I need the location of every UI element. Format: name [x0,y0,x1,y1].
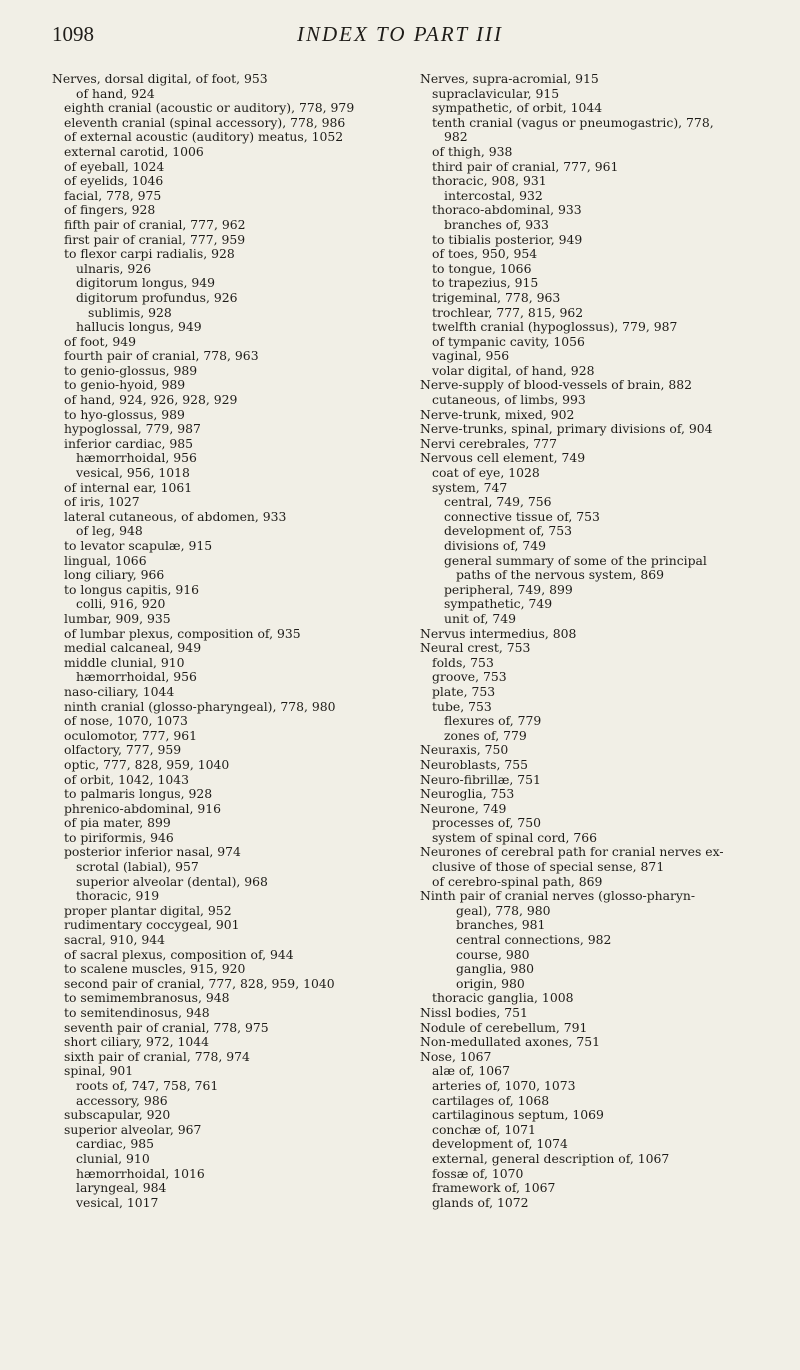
index-entry: supraclavicular, 915 [432,85,560,101]
index-entry: to flexor carpi radialis, 928 [64,246,235,262]
index-entry: peripheral, 749, 899 [444,581,573,597]
index-entry: plate, 753 [432,683,496,699]
index-entry: tenth cranial (vagus or pneumogastric), 778, [432,114,714,130]
index-entry: alæ of, 1067 [432,1063,510,1079]
index-entry: Neurones of cerebral path for cranial nerves ex- [420,844,724,860]
index-entry: eleventh cranial (spinal accessory), 778, 986 [64,114,346,130]
index-entry: of foot, 949 [64,333,136,349]
index-entry: hæmorrhoidal, 956 [76,450,197,466]
index-entry: arteries of, 1070, 1073 [432,1077,576,1093]
index-entry: ninth cranial (glosso-pharyngeal), 778, 980 [64,698,336,714]
index-entry: of iris, 1027 [64,494,140,510]
index-entry: olfactory, 777, 959 [64,742,182,758]
index-entry: of hand, 924 [76,85,155,101]
index-entry: processes of, 750 [432,815,542,831]
index-entry: hypoglossal, 779, 987 [64,421,201,437]
index-entry: third pair of cranial, 777, 961 [432,158,619,174]
index-entry: eighth cranial (acoustic or auditory), 778, 979 [64,100,355,116]
index-entry: accessory, 986 [76,1092,168,1108]
index-entry: of pia mater, 899 [64,815,171,831]
index-entry: scrotal (labial), 957 [76,859,199,875]
index-entry: unit of, 749 [444,610,516,626]
index-entry: Nodule of cerebellum, 791 [420,1019,588,1035]
index-entry: to semitendinosus, 948 [64,1005,210,1020]
index-entry: Neural crest, 753 [420,640,531,656]
index-entry: of fingers, 928 [64,202,156,218]
index-entry: medial calcaneal, 949 [64,640,202,656]
index-entry: Nerve-trunks, spinal, primary divisions of, 904 [420,421,713,437]
index-entry: trigeminal, 778, 963 [432,289,561,305]
index-entry: long ciliary, 966 [64,567,165,583]
index-entry: Nervi cerebrales, 777 [420,435,557,451]
index-entry: sixth pair of cranial, 778, 974 [64,1048,250,1064]
index-entry: of internal ear, 1061 [64,479,193,495]
index-column-right [420,72,775,1210]
index-entry: roots of, 747, 758, 761 [76,1077,219,1093]
index-entry: of orbit, 1042, 1043 [64,771,190,787]
index-entry: of cerebro-spinal path, 869 [432,873,603,889]
index-entry: conchæ of, 1071 [432,1121,536,1137]
index-entry: fossæ of, 1070 [432,1165,524,1181]
index-entry: short ciliary, 972, 1044 [64,1034,210,1050]
index-entry: Neuroglia, 753 [420,786,515,802]
index-entry: divisions of, 749 [444,538,547,553]
index-entry: of eyeball, 1024 [64,158,165,174]
index-entry: of toes, 950, 954 [432,246,538,262]
index-entry: system of spinal cord, 766 [432,829,598,845]
index-entry: Nervus intermedius, 808 [420,625,577,641]
index-entry: Neurone, 749 [420,800,507,816]
index-entry: clunial, 910 [76,1150,150,1166]
index-entry: vesical, 1017 [76,1194,159,1210]
index-entry: superior alveolar, 967 [64,1121,202,1137]
index-entry: Neuro-fibrillæ, 751 [420,771,541,787]
index-entry: thoracic ganglia, 1008 [432,990,574,1006]
index-entry: second pair of cranial, 777, 828, 959, 1040 [64,975,335,991]
index-entry: to tibialis posterior, 949 [432,231,583,247]
index-entry: Ninth pair of cranial nerves (glosso-pharyn- [420,888,696,904]
index-entry: of thigh, 938 [432,143,513,159]
index-entry: first pair of cranial, 777, 959 [64,231,246,247]
index-entry: to genio-glossus, 989 [64,362,198,378]
index-entry: to levator scapulæ, 915 [64,538,213,553]
index-entry: to longus capitis, 916 [64,581,200,597]
index-entry: of hand, 924, 926, 928, 929 [64,392,238,408]
index-entry: Neuraxis, 750 [420,742,509,758]
index-entry: ulnaris, 926 [76,260,152,276]
index-entry: origin, 980 [456,975,525,991]
index-entry: glands of, 1072 [432,1194,529,1210]
index-entry: sublimis, 928 [88,304,172,320]
index-entry: cartilages of, 1068 [432,1092,550,1108]
index-entry: to genio-hyoid, 989 [64,377,186,393]
index-entry: branches, 981 [456,917,546,933]
index-entry: proper plantar digital, 952 [64,902,232,918]
index-entry: hallucis longus, 949 [76,319,202,335]
index-entry: groove, 753 [432,669,507,685]
index-entry: coat of eye, 1028 [432,465,540,481]
index-entry: to semimembranosus, 948 [64,990,230,1006]
index-entry: connective tissue of, 753 [444,508,600,524]
running-title: INDEX TO PART III [296,22,504,46]
index-entry: twelfth cranial (hypoglossus), 779, 987 [432,319,678,335]
index-entry: trochlear, 777, 815, 962 [432,304,584,320]
index-entry: lumbar, 909, 935 [64,610,171,626]
index-entry: vesical, 956, 1018 [76,465,190,481]
index-entry: Nerves, supra-acromial, 915 [420,71,599,86]
index-entry: framework of, 1067 [432,1180,556,1196]
index-entry: intercostal, 932 [444,187,543,203]
index-entry: external carotid, 1006 [64,143,204,159]
index-entry: external, general description of, 1067 [432,1150,670,1166]
index-entry: hæmorrhoidal, 1016 [76,1165,205,1181]
index-entry: to scalene muscles, 915, 920 [64,961,246,977]
index-entry: branches of, 933 [444,216,549,232]
index-entry: development of, 753 [444,523,573,539]
index-entry: phrenico-abdominal, 916 [64,800,221,816]
index-entry: superior alveolar (dental), 968 [76,873,268,889]
index-entry: of eyelids, 1046 [64,173,164,189]
index-entry: thoracic, 919 [76,888,160,904]
index-entry: to piriformis, 946 [64,829,174,845]
index-entry: paths of the nervous system, 869 [456,567,665,583]
page-number: 1098 [52,22,94,46]
index-entry: lingual, 1066 [64,552,147,568]
index-entry: geal), 778, 980 [456,902,551,918]
index-entry: of leg, 948 [76,523,143,539]
index-entry: thoracic, 908, 931 [432,173,547,189]
index-entry: vaginal, 956 [432,348,510,364]
index-entry: seventh pair of cranial, 778, 975 [64,1019,269,1035]
index-entry: middle clunial, 910 [64,654,185,670]
index-column-left [52,72,397,1210]
index-entry: 982 [444,129,468,145]
index-entry: of sacral plexus, composition of, 944 [64,946,294,962]
index-entry: digitorum longus, 949 [76,275,216,291]
index-entry: of nose, 1070, 1073 [64,713,188,729]
index-entry: inferior cardiac, 985 [64,435,194,451]
index-entry: Nose, 1067 [420,1048,492,1064]
index-entry: lateral cutaneous, of abdomen, 933 [64,508,287,524]
index-entry: thoraco-abdominal, 933 [432,202,582,218]
index-entry: development of, 1074 [432,1136,568,1152]
index-entry: Nervous cell element, 749 [420,450,586,466]
index-entry: Neuroblasts, 755 [420,756,529,772]
index-entry: spinal, 901 [64,1063,134,1079]
index-entry: posterior inferior nasal, 974 [64,844,241,860]
index-entry: flexures of, 779 [444,713,542,729]
index-entry: subscapular, 920 [64,1107,171,1123]
index-entry: sympathetic, 749 [444,596,553,612]
index-entry: colli, 916, 920 [76,596,166,612]
index-entry: Nerves, dorsal digital, of foot, 953 [52,71,268,86]
index-entry: course, 980 [456,946,530,962]
index-entry: fifth pair of cranial, 777, 962 [64,216,246,232]
index-entry: sympathetic, of orbit, 1044 [432,100,603,116]
index-entry: general summary of some of the principal [444,552,707,568]
index-entry: Non-medullated axones, 751 [420,1034,600,1050]
index-entry: to tongue, 1066 [432,260,532,276]
index-entry: central connections, 982 [456,932,612,948]
index-entry: of external acoustic (auditory) meatus, 1052 [64,129,344,145]
index-entry: naso-ciliary, 1044 [64,683,175,699]
index-entry: to hyo-glossus, 989 [64,406,185,422]
index-entry: digitorum profundus, 926 [76,289,238,305]
index-entry: to trapezius, 915 [432,275,539,291]
index-entry: oculomotor, 777, 961 [64,727,198,743]
index-entry: central, 749, 756 [444,494,552,510]
index-entry: volar digital, of hand, 928 [432,362,595,378]
index-entry: to palmaris longus, 928 [64,786,213,802]
index-entry: cartilaginous septum, 1069 [432,1107,604,1123]
index-entry: of lumbar plexus, composition of, 935 [64,625,301,641]
index-entry: hæmorrhoidal, 956 [76,669,197,685]
index-entry: fourth pair of cranial, 778, 963 [64,348,259,364]
index-entry: Nissl bodies, 751 [420,1005,528,1020]
index-entry: laryngeal, 984 [76,1180,167,1196]
page-header [0,0,800,60]
index-entry: Nerve-supply of blood-vessels of brain, 882 [420,377,692,393]
index-entry: facial, 778, 975 [64,187,162,203]
index-entry: sacral, 910, 944 [64,932,166,948]
index-entry: tube, 753 [432,698,492,714]
index-entry: Nerve-trunk, mixed, 902 [420,406,575,422]
index-entry: cardiac, 985 [76,1136,154,1152]
index-entry: clusive of those of special sense, 871 [432,859,665,875]
index-entry: of tympanic cavity, 1056 [432,333,585,349]
index-entry: zones of, 779 [444,727,527,743]
index-entry: rudimentary coccygeal, 901 [64,917,240,933]
index-entry: system, 747 [432,479,508,495]
index-entry: folds, 753 [432,654,494,670]
index-entry: optic, 777, 828, 959, 1040 [64,756,230,772]
index-entry: cutaneous, of limbs, 993 [432,392,586,408]
index-entry: ganglia, 980 [456,961,535,977]
